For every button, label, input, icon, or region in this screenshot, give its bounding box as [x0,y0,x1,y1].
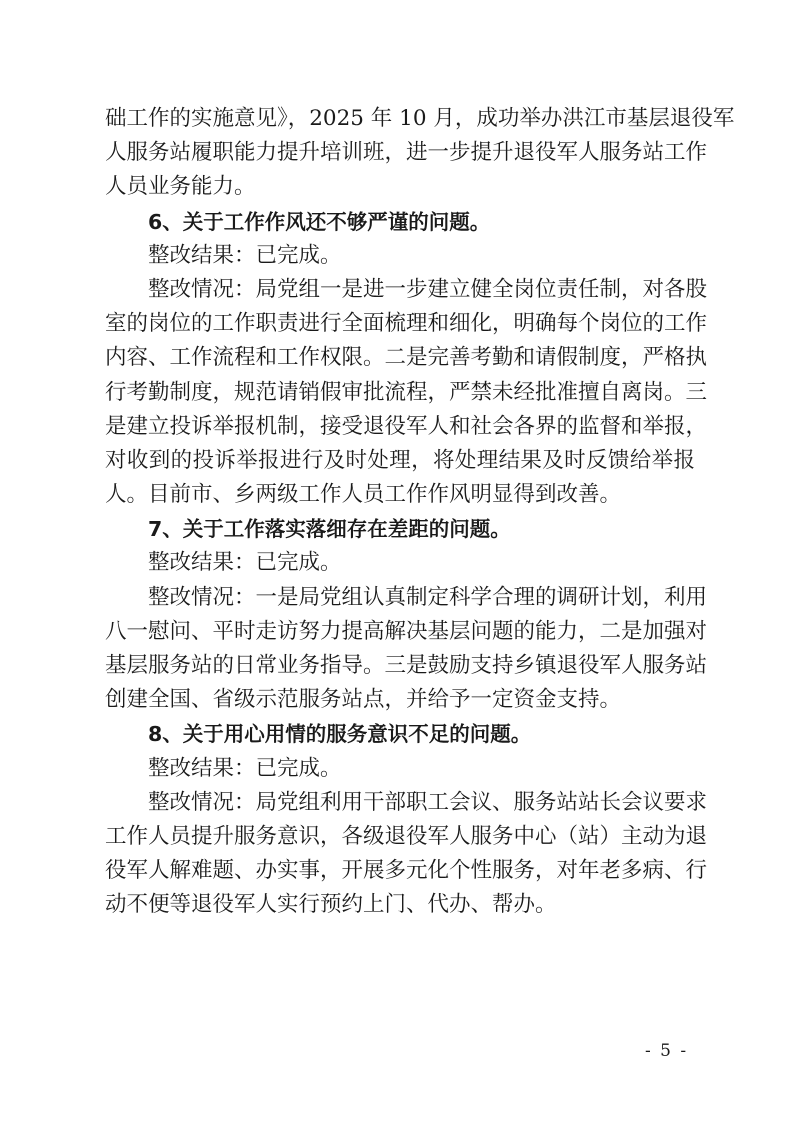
text-line: 整改情况：一是局党组认真制定科学合理的调研计划，利用 [148,584,708,610]
text-line: 行考勤制度，规范请销假审批流程，严禁未经批准擅自离岗。三 [105,379,708,405]
result-line: 整改结果：已完成。 [148,755,342,781]
section-heading: 7、关于工作落实落细存在差距的问题。 [148,517,511,542]
text-line: 创建全国、省级示范服务站点，并给予一定资金支持。 [105,687,622,713]
text-line: 役军人解难题、办实事，开展多元化个性服务，对年老多病、行 [105,858,708,884]
section-heading: 6、关于工作作风还不够严谨的问题。 [148,209,491,234]
text-line: 人员业务能力。 [105,174,256,200]
text-line: 整改情况：局党组利用干部职工会议、服务站站长会议要求 [148,789,708,815]
text-line: 动不便等退役军人实行预约上门、代办、帮办。 [105,892,557,918]
section-heading: 8、关于用心用情的服务意识不足的问题。 [148,722,532,747]
text-line: 人服务站履职能力提升培训班，进一步提升退役军人服务站工作 [105,140,708,166]
text-line: 内容、工作流程和工作权限。二是完善考勤和请假制度，严格执 [105,345,708,371]
document-body [105,102,735,923]
text-line: 人。目前市、乡两级工作人员工作作风明显得到改善。 [105,482,622,508]
text-line: 室的岗位的工作职责进行全面梳理和细化，明确每个岗位的工作 [105,311,708,337]
text-line: 是建立投诉举报机制，接受退役军人和社会各界的监督和举报， [105,413,708,439]
text-line: 础工作的实施意见》，2025 年 10 月，成功举办洪江市基层退役军 [105,106,735,131]
text-line: 工作人员提升服务意识，各级退役军人服务中心（站）主动为退 [105,823,708,849]
result-line: 整改结果：已完成。 [148,550,342,576]
text-line: 整改情况：局党组一是进一步建立健全岗位责任制，对各股 [148,276,708,302]
page-number: - 5 - [645,1041,689,1061]
text-line: 对收到的投诉举报进行及时处理，将处理结果及时反馈给举报 [105,447,695,473]
text-line: 基层服务站的日常业务指导。三是鼓励支持乡镇退役军人服务站 [105,653,708,678]
result-line: 整改结果：已完成。 [148,242,342,268]
text-line: 八一慰问、平时走访努力提高解决基层问题的能力，二是加强对 [105,618,708,644]
